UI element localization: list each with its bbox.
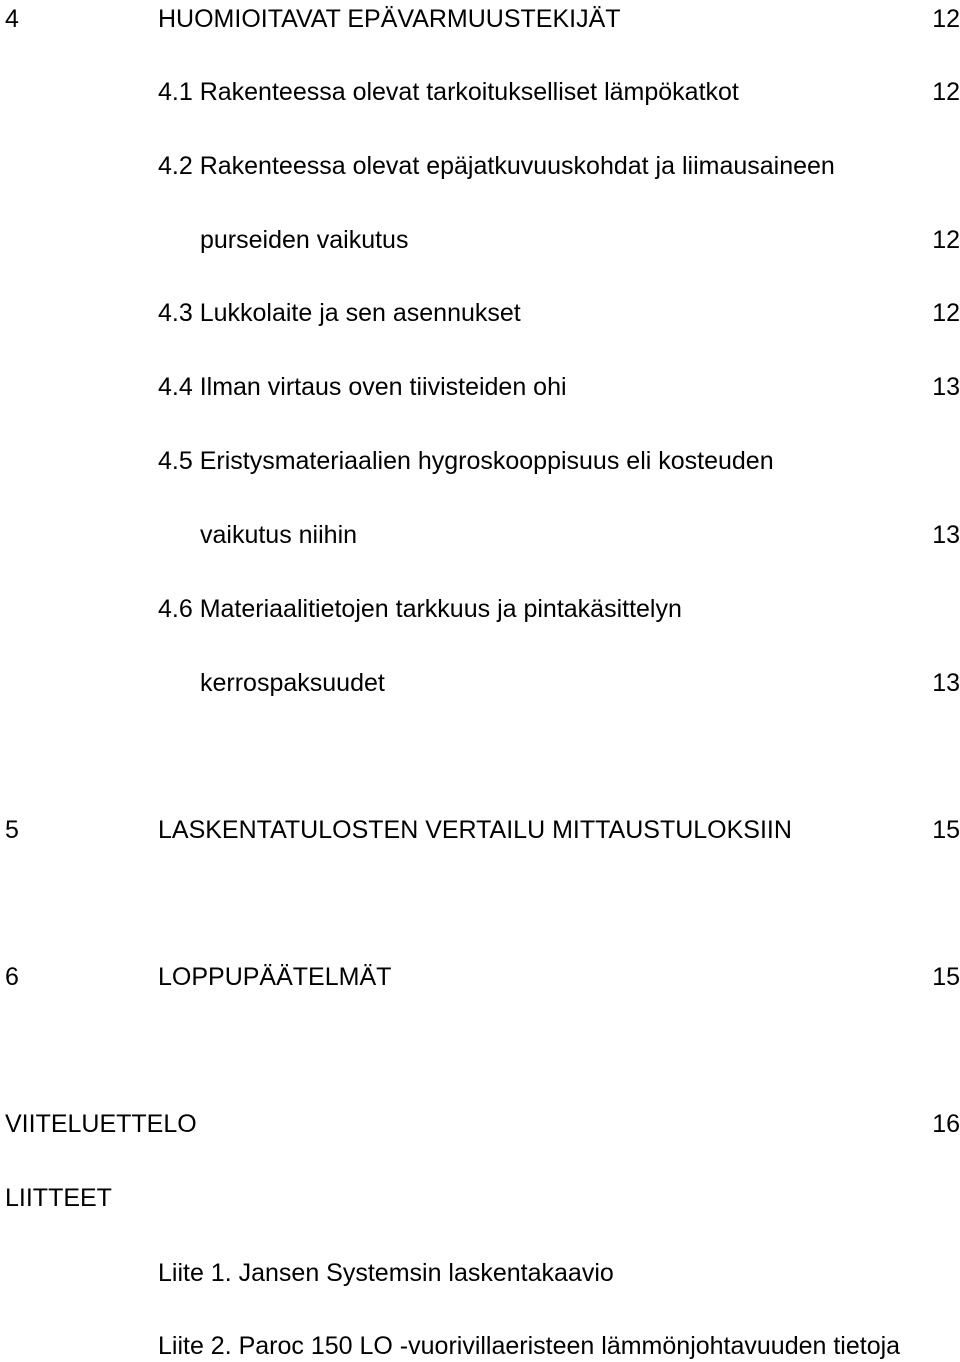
subsection-title: 4.3 Lukkolaite ja sen asennukset <box>158 299 521 327</box>
page-number: 12 <box>932 78 960 106</box>
section-number: 6 <box>5 963 19 991</box>
section-title: VIITELUETTELO <box>5 1110 197 1138</box>
subsection-title-continuation: purseiden vaikutus <box>200 226 409 254</box>
page-number: 15 <box>932 963 960 991</box>
section-title: LIITTEET <box>5 1184 112 1212</box>
page-number: 13 <box>932 521 960 549</box>
page-number: 15 <box>932 816 960 844</box>
subsection-title: 4.5 Eristysmateriaalien hygroskooppisuus eli kosteuden <box>158 447 774 475</box>
subsection-title-continuation: kerrospaksuudet <box>200 669 385 697</box>
page-number: 12 <box>932 299 960 327</box>
page-number: 13 <box>932 373 960 401</box>
subsection-title: 4.6 Materiaalitietojen tarkkuus ja pintakäsittelyn <box>158 595 682 623</box>
subsection-title-continuation: vaikutus niihin <box>200 521 358 549</box>
section-number: 4 <box>5 5 19 33</box>
subsection-title: 4.4 Ilman virtaus oven tiivisteiden ohi <box>158 373 567 401</box>
section-number: 5 <box>5 816 19 844</box>
page-number: 16 <box>932 1110 960 1138</box>
section-title: LASKENTATULOSTEN VERTAILU MITTAUSTULOKSIIN <box>158 816 792 844</box>
page-number: 12 <box>932 5 960 33</box>
section-title: HUOMIOITAVAT EPÄVARMUUSTEKIJÄT <box>158 5 621 33</box>
page-number: 12 <box>932 226 960 254</box>
section-title: LOPPUPÄÄTELMÄT <box>158 963 392 991</box>
subsection-title: 4.2 Rakenteessa olevat epäjatkuvuuskohdat ja liimausaineen <box>158 152 835 180</box>
subsection-title: 4.1 Rakenteessa olevat tarkoitukselliset lämpökatkot <box>158 78 739 106</box>
page-number: 13 <box>932 669 960 697</box>
appendix-title: Liite 1. Jansen Systemsin laskentakaavio <box>158 1259 614 1287</box>
appendix-title: Liite 2. Paroc 150 LO -vuorivillaeristeen lämmönjohtavuuden tietoja <box>158 1332 901 1360</box>
